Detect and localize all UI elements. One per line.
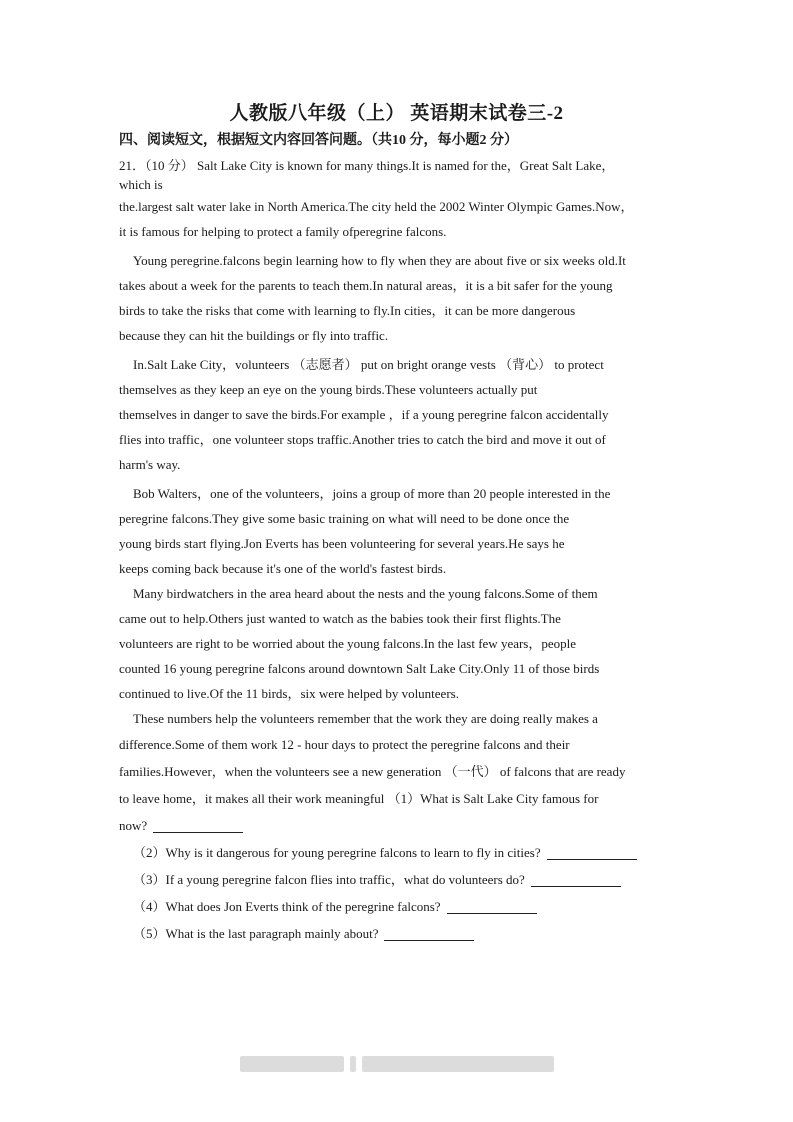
passage-line: takes about a week for the parents to teach them.In natural areas，it is a bit safer for the young <box>119 278 613 293</box>
passage-line: Many birdwatchers in the area heard about the nests and the young falcons.Some of them <box>133 586 598 601</box>
question-item <box>119 866 675 893</box>
passage-line: These numbers help the volunteers remember that the work they are doing really makes a <box>133 711 598 726</box>
passage-line: In.Salt Lake City，volunteers （志愿者） put on bright orange vests （背心） to protect <box>133 357 604 372</box>
answer-blank[interactable] <box>547 845 637 860</box>
document-title: 人教版八年级（上） 英语期末试卷三-2 <box>229 103 564 124</box>
question-text: now? <box>119 818 148 833</box>
question-text: （5）What is the last paragraph mainly about? <box>133 926 379 941</box>
passage-line: flies into traffic，one volunteer stops traffic.Another tries to catch the bird and move it out of <box>119 432 606 447</box>
passage-line: birds to take the risks that come with learning to fly.In cities，it can be more dangerous <box>119 303 576 318</box>
answer-blank[interactable] <box>531 872 621 887</box>
question-text: （2）Why is it dangerous for young peregrine falcons to learn to fly in cities? <box>133 845 541 860</box>
passage-line: counted 16 young peregrine falcons around downtown Salt Lake City.Only 11 of those birds <box>119 661 600 676</box>
blurred-footer <box>350 1056 356 1072</box>
passage-line: 21．（10 分） Salt Lake City is known for many things.It is named for the，Great Salt Lake， <box>119 158 615 173</box>
question-item <box>119 839 675 866</box>
passage-line: themselves in danger to save the birds.For example ，if a young peregrine falcon accidentally <box>119 407 609 422</box>
reading-passage <box>119 156 675 947</box>
passage-line: the.largest salt water lake in North America.The city held the 2002 Winter Olympic Games.Now， <box>119 199 634 214</box>
question-item <box>119 920 675 947</box>
blurred-footer <box>240 1056 344 1072</box>
passage-line: peregrine falcons.They give some basic training on what will need to be done once the <box>119 511 570 526</box>
passage-line: came out to help.Others just wanted to watch as the babies took their first flights.The <box>119 611 561 626</box>
question-item <box>119 812 675 839</box>
question-text: （4）What does Jon Everts think of the peregrine falcons? <box>133 899 441 914</box>
passage-line: difference.Some of them work 12 - hour days to protect the peregrine falcons and their <box>119 737 570 752</box>
passage-line: families.However，when the volunteers see a new generation （一代） of falcons that are ready <box>119 764 626 779</box>
passage-line: it is famous for helping to protect a family ofperegrine falcons. <box>119 224 447 239</box>
section-heading: 四、阅读短文，根据短文内容回答问题。（共10 分，每小题2 分） <box>119 133 518 148</box>
passage-line: young birds start flying.Jon Everts has been volunteering for several years.He says he <box>119 536 565 551</box>
passage-line: because they can hit the buildings or fly into traffic. <box>119 328 389 343</box>
passage-line: keeps coming back because it's one of the world's fastest birds. <box>119 561 447 576</box>
passage-line: continued to live.Of the 11 birds，six were helped by volunteers. <box>119 686 459 701</box>
passage-line: themselves as they keep an eye on the young birds.These volunteers actually put <box>119 382 538 397</box>
passage-line: harm's way. <box>119 457 181 472</box>
passage-line: to leave home，it makes all their work meaningful （1）What is Salt Lake City famous for <box>119 791 599 806</box>
question-text: （3）If a young peregrine falcon flies into traffic，what do volunteers do? <box>133 872 525 887</box>
question-item <box>119 893 675 920</box>
blurred-footer <box>362 1056 554 1072</box>
passage-line: which is <box>119 177 163 192</box>
answer-blank[interactable] <box>447 899 537 914</box>
answer-blank[interactable] <box>384 926 474 941</box>
passage-line: Bob Walters，one of the volunteers，joins a group of more than 20 people interested in the <box>133 486 611 501</box>
passage-line: Young peregrine.falcons begin learning how to fly when they are about five or six weeks old.It <box>133 253 626 268</box>
answer-blank[interactable] <box>153 818 243 833</box>
passage-line: volunteers are right to be worried about the young falcons.In the last few years，people <box>119 636 577 651</box>
